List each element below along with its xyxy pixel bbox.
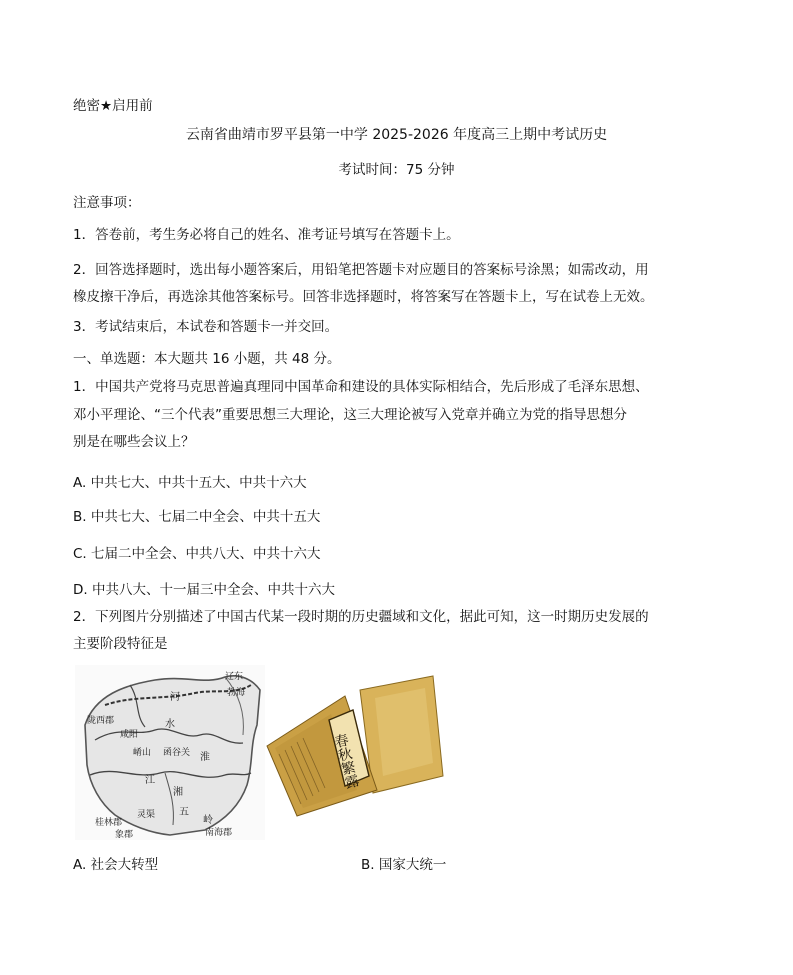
map-label-lingqu: 灵渠: [137, 810, 156, 820]
exam-time: 考试时间：75 分钟: [338, 162, 455, 178]
q1-stem-2: 邓小平理论、“三个代表”重要思想三大理论，这三大理论被写入党章并确立为党的指导思想分: [73, 407, 627, 423]
q2-option-b: B. 国家大统一: [361, 857, 447, 873]
map-label-shui: 水: [165, 719, 175, 730]
map-label-nanhai: 南海郡: [205, 828, 233, 838]
book-title-label: 春秋繁露: [331, 732, 361, 791]
secret-label: 绝密★启用前: [73, 98, 153, 114]
map-label-ling: 岭: [203, 815, 213, 826]
map-label-jiang: 江: [145, 775, 155, 786]
map-label-he: 河: [170, 692, 180, 703]
q2-stem-2: 主要阶段特征是: [73, 636, 168, 652]
chunqiu-fanlu-book-image: [265, 668, 447, 818]
map-label-huai: 淮: [200, 752, 210, 763]
section-heading: 一、单选题：本大题共 16 小题，共 48 分。: [73, 351, 341, 367]
q2-stem: 2．下列图片分别描述了中国古代某一段时期的历史疆域和文化，据此可知，这一时期历史发展的: [73, 609, 649, 625]
q1-option-a: A. 中共七大、中共十五大、中共十六大: [73, 475, 307, 491]
q1-stem-3: 别是在哪些会议上？: [73, 434, 195, 450]
q1-option-c: C. 七届二中全会、中共八大、中共十六大: [73, 546, 321, 562]
map-label-hangu: 函谷关: [163, 748, 191, 758]
map-label-xianyang: 咸阳: [120, 730, 139, 740]
notice-item-1: 1．答卷前，考生务必将自己的姓名、准考证号填写在答题卡上。: [73, 227, 460, 243]
exam-title: 云南省曲靖市罗平县第一中学 2025-2026 年度高三上期中考试历史: [185, 127, 608, 143]
map-label-longxi: 陇西郡: [87, 716, 115, 726]
q1-stem: 1．中国共产党将马克思普遍真理同中国革命和建设的具体实际相结合，先后形成了毛泽东思想、: [73, 379, 649, 395]
map-label-liaodong: 辽东: [225, 672, 244, 682]
notice-item-3: 3．考试结束后，本试卷和答题卡一并交回。: [73, 319, 339, 335]
map-label-bohai: 勃海: [227, 688, 246, 698]
map-label-wu: 五: [179, 807, 189, 818]
map-label-xiang: 湘: [173, 787, 183, 798]
q1-option-d: D. 中共八大、十一届三中全会、中共十六大: [73, 582, 335, 598]
qin-territory-map: [75, 665, 265, 840]
q2-option-a: A. 社会大转型: [73, 857, 159, 873]
q1-option-b: B. 中共七大、七届二中全会、中共十五大: [73, 509, 321, 525]
map-label-shanhaiguan: 崤山: [133, 748, 152, 758]
map-label-guilin: 桂林郡: [95, 818, 123, 828]
notice-item-2-cont: 橡皮擦干净后，再选涂其他答案标号。回答非选择题时，将答案写在答题卡上，写在试卷上无效。: [73, 289, 654, 305]
map-label-xiangjun: 象郡: [115, 830, 134, 840]
notice-heading: 注意事项：: [73, 195, 141, 211]
notice-item-2: 2．回答选择题时，选出每小题答案后，用铅笔把答题卡对应题目的答案标号涂黑；如需改动，用: [73, 262, 649, 278]
